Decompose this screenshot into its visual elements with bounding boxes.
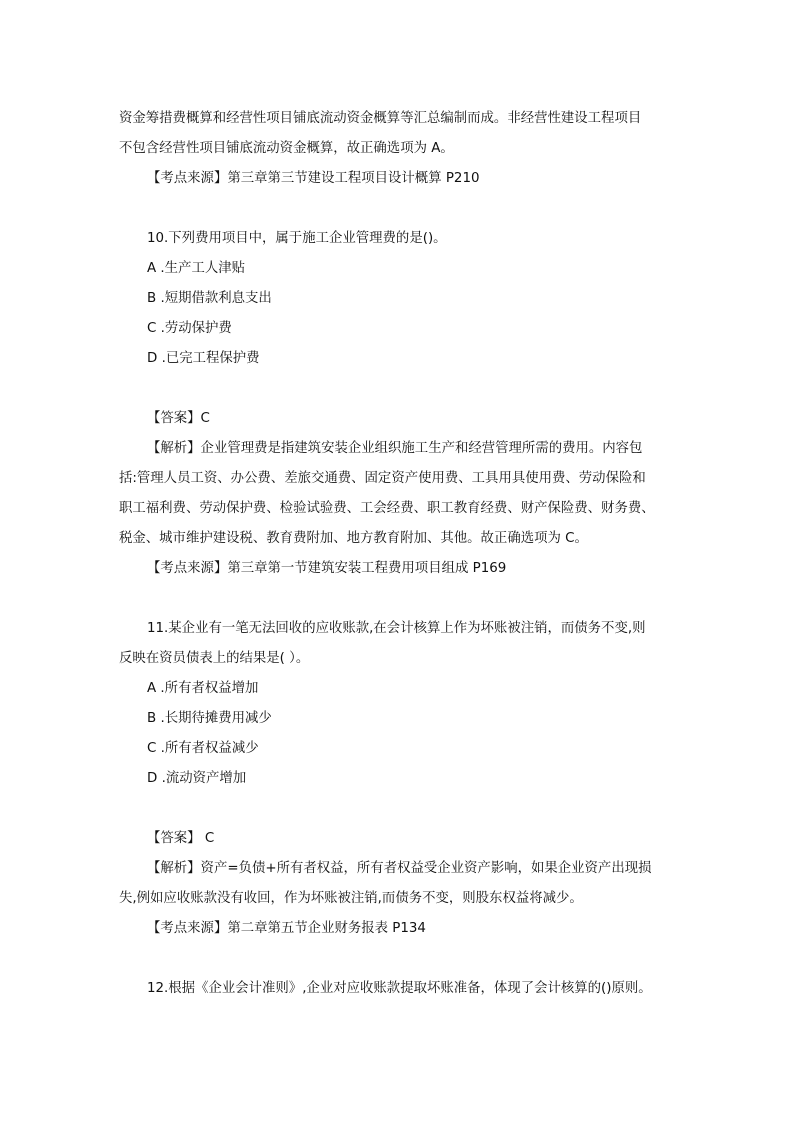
intro-source: 【考点来源】第三章第三节建设工程项目设计概算 P210 (147, 171, 480, 186)
question-10-option-c: C .劳动保护费 (147, 321, 232, 336)
question-10-analysis-line: 【解析】企业管理费是指建筑安装企业组织施工生产和经营管理所需的费用。内容包 (147, 441, 643, 456)
question-10-stem: 10.下列费用项目中，属于施工企业管理费的是()。 (147, 231, 447, 246)
question-11-answer: 【答案】 C (147, 831, 215, 846)
question-12-stem: 12.根据《企业会计准则》,企业对应收账款提取坏账准备，体现了会计核算的()原则。 (147, 981, 652, 996)
question-10-analysis-line: 括:管理人员工资、办公费、差旅交通费、固定资产使用费、工具用具使用费、劳动保险和 (119, 471, 646, 486)
spacer (119, 794, 679, 824)
question-10-option-a: A .生产工人津贴 (147, 261, 246, 276)
question-11-analysis-line: 【解析】资产=负债+所有者权益，所有者权益受企业资产影响，如果企业资产出现损 (147, 861, 652, 876)
spacer (119, 584, 679, 614)
question-11-stem: 11.某企业有一笔无法回收的应收账款,在会计核算上作为坏账被注销，而债务不变,则 (147, 621, 646, 636)
question-10-option-d: D .已完工程保护费 (147, 351, 260, 366)
question-11-option-c: C .所有者权益减少 (147, 741, 259, 756)
intro-line: 不包含经营性项目铺底流动资金概算，故正确选项为 A。 (119, 141, 454, 156)
question-11-option-a: A .所有者权益增加 (147, 681, 259, 696)
question-10-source: 【考点来源】第三章第一节建筑安装工程费用项目组成 P169 (147, 561, 507, 576)
question-11-analysis-line: 失,例如应收账款没有收回，作为坏账被注销,而债务不变，则股东权益将减少。 (119, 891, 583, 906)
question-10-analysis-line: 职工福利费、劳动保护费、检验试验费、工会经费、职工教育经费、财产保险费、财务费、 (119, 501, 655, 516)
question-11-source: 【考点来源】第二章第五节企业财务报表 P134 (147, 921, 426, 936)
question-11-option-b: B .长期待摊费用减少 (147, 711, 272, 726)
question-11-stem: 反映在资员债表上的结果是( ）。 (119, 651, 310, 666)
question-10-analysis-line: 税金、城市维护建设税、教育费附加、地方教育附加、其他。故正确选项为 C。 (119, 531, 588, 546)
question-11-option-d: D .流动资产增加 (147, 771, 247, 786)
document-content (119, 104, 679, 1004)
question-10-option-b: B .短期借款利息支出 (147, 291, 272, 306)
question-10-answer: 【答案】C (147, 411, 210, 426)
spacer (119, 944, 679, 974)
spacer (119, 194, 679, 224)
intro-line: 资金筹措费概算和经营性项目铺底流动资金概算等汇总编制而成。非经营性建设工程项目 (119, 111, 642, 126)
spacer (119, 374, 679, 404)
